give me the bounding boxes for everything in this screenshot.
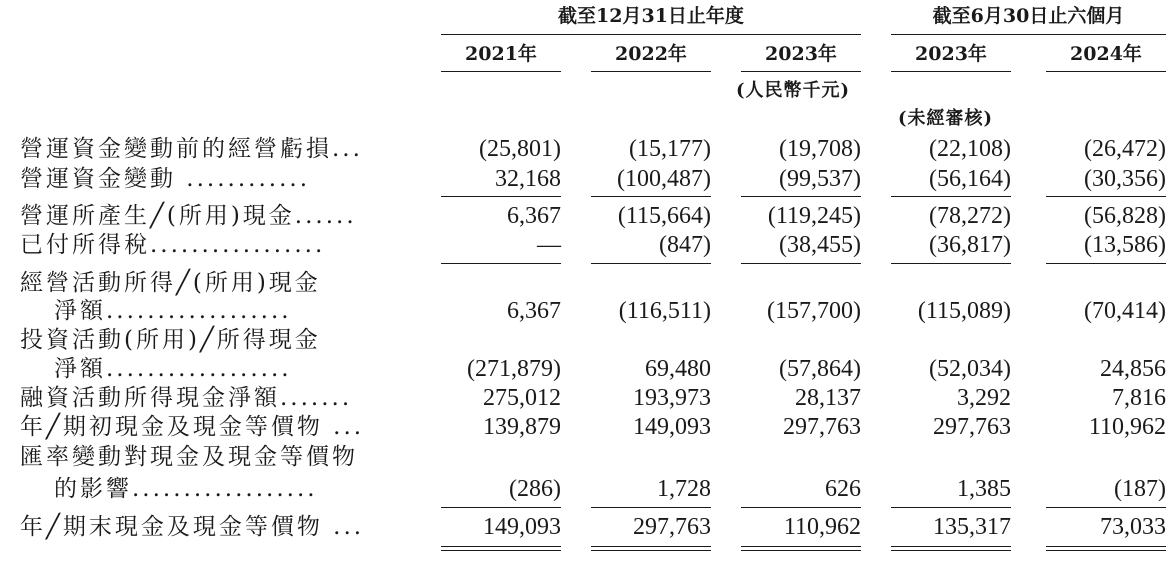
year-header-col-2: 2022年 xyxy=(615,43,687,65)
cell-r8-c2: 149,093 xyxy=(633,414,711,440)
double-rule-c1 xyxy=(441,546,561,551)
cell-r5-c5: (70,414) xyxy=(1084,298,1166,324)
cell-r4-c5: (13,586) xyxy=(1084,232,1166,258)
cell-r3-c2: (115,664) xyxy=(617,203,711,229)
year-rule-4 xyxy=(891,71,1011,72)
cell-r5-c1: 6,367 xyxy=(507,298,561,324)
cell-r9-c2: 1,728 xyxy=(657,476,711,502)
year-rule-1 xyxy=(441,71,561,72)
cell-r6-c3: (57,864) xyxy=(779,356,861,382)
cell-r2-c3: (99,537) xyxy=(779,166,861,192)
cell-r9-c3: 626 xyxy=(825,476,861,502)
cell-r4-c3: (38,455) xyxy=(779,232,861,258)
cell-r1-c2: (15,177) xyxy=(629,136,711,162)
cell-r8-c5: 110,962 xyxy=(1088,414,1166,440)
cell-r7-c2: 193,973 xyxy=(633,385,711,411)
cell-r2-c1: 32,168 xyxy=(495,166,561,192)
cell-r6-c2: 69,480 xyxy=(645,356,711,382)
double-rule-c3 xyxy=(741,546,861,551)
cell-r2-c2: (100,487) xyxy=(617,166,711,192)
cell-r5-c3: (157,700) xyxy=(767,298,861,324)
cell-r9-c1: (286) xyxy=(509,476,561,502)
subtotal-rule-1-c4 xyxy=(891,196,1011,197)
row-label-opening-cash: 年╱期初現金及現金等價物 ... xyxy=(20,414,365,440)
group-header-rule-2 xyxy=(891,34,1166,35)
cell-r1-c4: (22,108) xyxy=(929,136,1011,162)
cell-r10-c5: 73,033 xyxy=(1100,514,1166,540)
cell-r2-c5: (30,356) xyxy=(1084,166,1166,192)
cell-r4-c4: (36,817) xyxy=(929,232,1011,258)
cell-r8-c3: 297,763 xyxy=(783,414,861,440)
row-label-wc-changes: 營運資金變動 ............ xyxy=(20,166,311,192)
cell-r8-c1: 139,879 xyxy=(483,414,561,440)
total-rule-c4 xyxy=(891,507,1011,508)
subtotal-rule-1-c3 xyxy=(741,196,861,197)
row-label-income-tax-paid: 已付所得稅................. xyxy=(20,232,326,258)
cell-r10-c1: 149,093 xyxy=(483,514,561,540)
double-rule-c5 xyxy=(1046,546,1166,551)
cell-r6-c1: (271,879) xyxy=(467,356,561,382)
cell-r4-c1: — xyxy=(537,232,561,258)
year-header-col-4: 2023年 xyxy=(915,43,987,65)
year-header-col-3: 2023年 xyxy=(765,43,837,65)
cell-r9-c4: 1,385 xyxy=(957,476,1011,502)
year-header-col-5: 2024年 xyxy=(1070,43,1142,65)
cell-r7-c4: 3,292 xyxy=(957,385,1011,411)
cell-r7-c3: 28,137 xyxy=(795,385,861,411)
subtotal-rule-2-c5 xyxy=(1046,263,1166,264)
cell-r6-c5: 24,856 xyxy=(1100,356,1166,382)
row-label-closing-cash: 年╱期末現金及現金等價物 ... xyxy=(20,514,365,540)
cell-r8-c4: 297,763 xyxy=(933,414,1011,440)
cell-r3-c5: (56,828) xyxy=(1084,203,1166,229)
year-rule-5 xyxy=(1046,71,1166,72)
cell-r1-c5: (26,472) xyxy=(1084,136,1166,162)
year-header-col-1: 2021年 xyxy=(465,43,537,65)
double-rule-c4 xyxy=(891,546,1011,551)
cell-r5-c2: (116,511) xyxy=(618,298,711,324)
subtotal-rule-2-c1 xyxy=(441,263,561,264)
total-rule-c1 xyxy=(441,507,561,508)
row-label-fx-effect-line2: 的影響.................. xyxy=(54,476,318,502)
subtotal-rule-1-c2 xyxy=(591,196,711,197)
cell-r1-c1: (25,801) xyxy=(479,136,561,162)
cell-r5-c4: (115,089) xyxy=(917,298,1011,324)
cell-r7-c5: 7,816 xyxy=(1112,385,1166,411)
cell-r3-c4: (78,272) xyxy=(929,203,1011,229)
group-header-six-months: 截至6月30日止六個月 xyxy=(932,5,1125,27)
cell-r10-c2: 297,763 xyxy=(633,514,711,540)
cell-r9-c5: (187) xyxy=(1114,476,1166,502)
total-rule-c3 xyxy=(741,507,861,508)
subtotal-rule-2-c3 xyxy=(741,263,861,264)
total-rule-c2 xyxy=(591,507,711,508)
row-label-cash-generated-used: 營運所產生╱(所用)現金...... xyxy=(20,203,357,229)
total-rule-c5 xyxy=(1046,507,1166,508)
unaudited-label: (未經審核) xyxy=(898,108,994,129)
year-rule-2 xyxy=(591,71,711,72)
cell-r6-c4: (52,034) xyxy=(929,356,1011,382)
row-label-net-operating-cash-line2: 淨額.................. xyxy=(54,298,292,324)
cell-r10-c4: 135,317 xyxy=(933,514,1011,540)
double-rule-c2 xyxy=(591,546,711,551)
row-label-net-operating-cash: 經營活動所得╱(所用)現金 xyxy=(20,270,321,296)
cell-r1-c3: (19,708) xyxy=(779,136,861,162)
row-label-net-investing-cash-line2: 淨額.................. xyxy=(54,356,292,382)
cell-r10-c3: 110,962 xyxy=(783,514,861,540)
subtotal-rule-2-c4 xyxy=(891,263,1011,264)
cell-r4-c2: (847) xyxy=(659,232,711,258)
cell-r7-c1: 275,012 xyxy=(483,385,561,411)
cell-r3-c3: (119,245) xyxy=(767,203,861,229)
group-header-year-ended: 截至12月31日止年度 xyxy=(558,5,744,27)
subtotal-rule-2-c2 xyxy=(591,263,711,264)
row-label-operating-loss-before-wc: 營運資金變動前的經營虧損... xyxy=(20,136,363,162)
currency-unit-label: (人民幣千元) xyxy=(736,80,851,101)
cell-r3-c1: 6,367 xyxy=(507,203,561,229)
row-label-net-financing-cash: 融資活動所得現金淨額....... xyxy=(20,385,353,411)
row-label-fx-effect: 匯率變動對現金及現金等價物 xyxy=(20,444,358,470)
row-label-net-investing-cash: 投資活動(所用)╱所得現金 xyxy=(20,327,321,353)
subtotal-rule-1-c1 xyxy=(441,196,561,197)
subtotal-rule-1-c5 xyxy=(1046,196,1166,197)
cell-r2-c4: (56,164) xyxy=(929,166,1011,192)
year-rule-3 xyxy=(741,71,861,72)
group-header-rule-1 xyxy=(441,34,861,35)
